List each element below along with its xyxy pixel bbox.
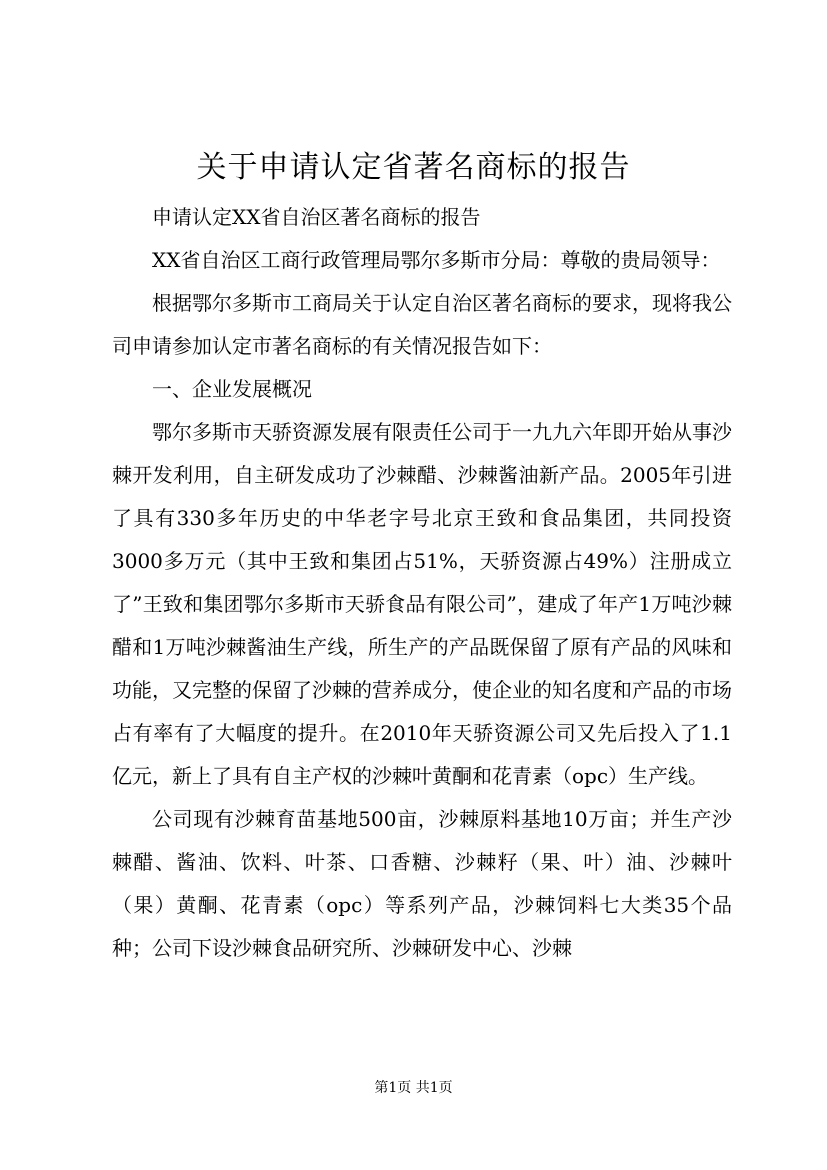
intro-paragraph: 根据鄂尔多斯市工商局关于认定自治区著名商标的要求，现将我公司申请参加认定市著名商标的有关情况报告如下： [112, 291, 732, 358]
document-title: 关于申请认定省著名商标的报告 [196, 150, 631, 185]
page-number: 第1页 共1页 [374, 1080, 453, 1096]
company-assets-paragraph: 公司现有沙棘育苗基地500亩，沙棘原料基地10万亩；并生产沙棘醋、酱油、饮料、叶茶、口香糖、沙棘籽（果、叶）油、沙棘叶（果）黄酮、花青素（opc）等系列产品，沙棘饲料七大类35个品种；公司下设沙棘食品研究所、沙棘研发中心、沙棘 [112, 807, 732, 960]
document-body [112, 196, 732, 970]
subtitle-paragraph: 申请认定XX省自治区著名商标的报告 [152, 205, 481, 229]
company-overview-paragraph: 鄂尔多斯市天骄资源发展有限责任公司于一九九六年即开始从事沙棘开发利用，自主研发成功了沙棘醋、沙棘酱油新产品。2005年引进了具有330多年历史的中华老字号北京王致和食品集团，共同投资3000多万元（其中王致和集团占51%，天骄资源占49%）注册成立了”王致和集团鄂尔多斯市天骄食品有限公司”，建成了年产1万吨沙棘醋和1万吨沙棘酱油生产线，所生产的产品既保留了原有产品的风味和功能，又完整的保留了沙棘的营养成分，使企业的知名度和产品的市场占有率有了大幅度的提升。在2010年天骄资源公司又先后投入了1.1亿元，新上了具有自主产权的沙棘叶黄酮和花青素（opc）生产线。 [112, 420, 732, 788]
section-heading: 一、企业发展概况 [152, 377, 312, 401]
salutation-paragraph: XX省自治区工商行政管理局鄂尔多斯市分局：尊敬的贵局领导： [152, 248, 721, 272]
